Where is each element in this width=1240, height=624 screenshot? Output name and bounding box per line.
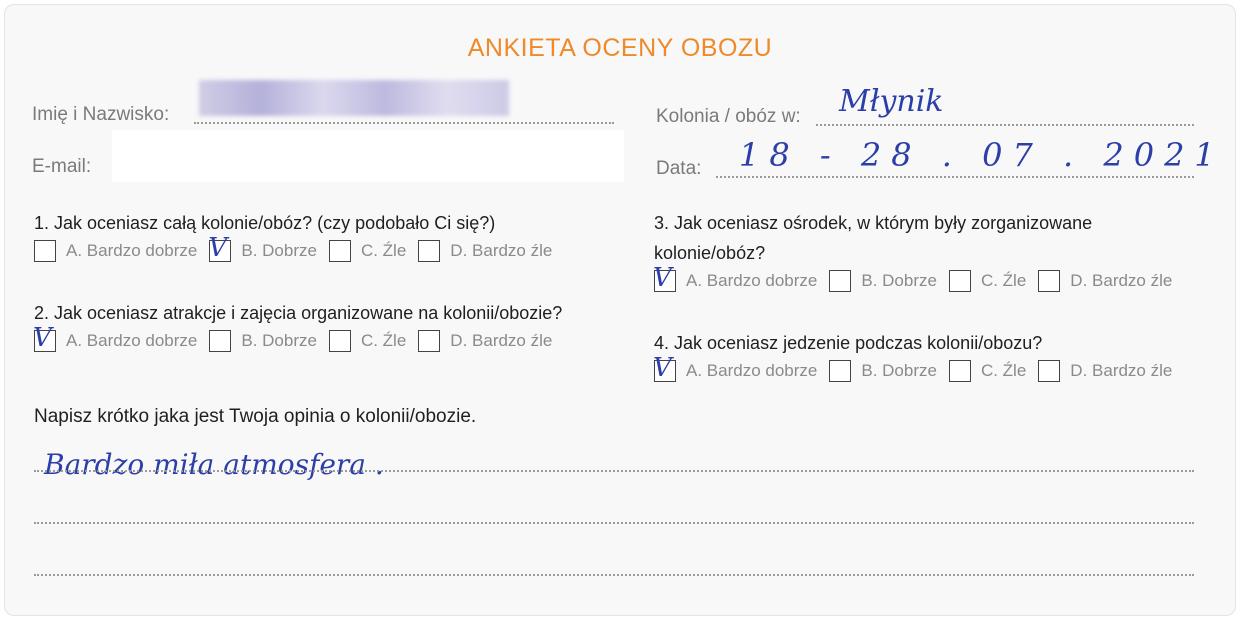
opinion-question: Napisz krótko jaka jest Twoja opinia o kolonii/obozie. bbox=[34, 406, 477, 427]
handwritten-check-icon: V bbox=[33, 323, 52, 353]
date-handwriting: 18 - 28 . 07 . 2021 bbox=[739, 136, 1225, 174]
q4-option-d[interactable]: D. Bardzo źle bbox=[1038, 360, 1172, 382]
email-redaction bbox=[112, 130, 624, 182]
checkbox[interactable] bbox=[829, 270, 851, 292]
name-handwriting-blurred bbox=[199, 80, 509, 116]
checkbox[interactable] bbox=[329, 330, 351, 352]
opinion-line-2 bbox=[34, 522, 1194, 524]
date-label: Data: bbox=[656, 158, 702, 179]
checkbox[interactable] bbox=[34, 240, 56, 262]
opinion-handwriting: Bardzo miła atmosfera . bbox=[44, 448, 384, 481]
survey-card bbox=[4, 4, 1236, 616]
q4-option-c[interactable]: C. Źle bbox=[949, 360, 1026, 382]
survey-title: ANKIETA OCENY OBOZU bbox=[467, 34, 773, 62]
checkbox[interactable] bbox=[418, 240, 440, 262]
camp-label: Kolonia / obóz w: bbox=[656, 106, 801, 127]
q2-option-c[interactable]: C. Źle bbox=[329, 330, 406, 352]
question-1: 1. Jak oceniasz całą kolonie/obóz? (czy podobało Ci się?) bbox=[34, 213, 496, 233]
question-3: 3. Jak oceniasz ośrodek, w którym były zorganizowane kolonie/obóz? bbox=[654, 213, 1093, 263]
name-label: Imię i Nazwisko: bbox=[32, 104, 170, 125]
opinion-line-1 bbox=[34, 470, 1194, 472]
camp-dotted-line bbox=[816, 124, 1194, 126]
q1-option-b[interactable]: V B. Dobrze bbox=[208, 233, 317, 263]
question-3-options bbox=[653, 263, 1184, 293]
q3-option-b[interactable]: B. Dobrze bbox=[829, 270, 937, 292]
question-4-options bbox=[653, 353, 1184, 383]
q1-option-a[interactable]: A. Bardzo dobrze bbox=[34, 240, 197, 262]
handwritten-check-icon: V bbox=[653, 353, 672, 383]
handwritten-check-icon: V bbox=[653, 263, 672, 293]
q2-option-b[interactable]: B. Dobrze bbox=[209, 330, 317, 352]
checkbox[interactable] bbox=[329, 240, 351, 262]
checkbox[interactable] bbox=[1038, 270, 1060, 292]
checkbox-checked[interactable] bbox=[33, 323, 56, 353]
question-4: 4. Jak oceniasz jedzenie podczas kolonii/obozu? bbox=[654, 333, 1043, 353]
q4-option-a[interactable]: V A. Bardzo dobrze bbox=[653, 353, 818, 383]
question-2-options bbox=[33, 323, 564, 353]
checkbox-checked[interactable] bbox=[653, 353, 676, 383]
checkbox[interactable] bbox=[949, 270, 971, 292]
camp-handwriting: Młynik bbox=[839, 84, 944, 119]
checkbox[interactable] bbox=[418, 330, 440, 352]
q2-option-d[interactable]: D. Bardzo źle bbox=[418, 330, 552, 352]
question-2: 2. Jak oceniasz atrakcje i zajęcia organizowane na kolonii/obozie? bbox=[34, 303, 563, 323]
opinion-line-3 bbox=[34, 574, 1194, 576]
q1-option-c[interactable]: C. Źle bbox=[329, 240, 406, 262]
checkbox[interactable] bbox=[949, 360, 971, 382]
q1-option-d[interactable]: D. Bardzo źle bbox=[418, 240, 552, 262]
q2-option-a[interactable]: V A. Bardzo dobrze bbox=[33, 323, 198, 353]
email-label: E-mail: bbox=[32, 156, 92, 177]
checkbox[interactable] bbox=[829, 360, 851, 382]
checkbox-checked[interactable] bbox=[208, 233, 231, 263]
checkbox-checked[interactable] bbox=[653, 263, 676, 293]
checkbox[interactable] bbox=[1038, 360, 1060, 382]
q4-option-b[interactable]: B. Dobrze bbox=[829, 360, 937, 382]
question-1-options bbox=[34, 233, 564, 263]
handwritten-check-icon: V bbox=[208, 233, 228, 263]
q3-option-a[interactable]: V A. Bardzo dobrze bbox=[653, 263, 818, 293]
date-dotted-line bbox=[716, 176, 1194, 178]
checkbox[interactable] bbox=[209, 330, 231, 352]
q3-option-d[interactable]: D. Bardzo źle bbox=[1038, 270, 1172, 292]
q3-option-c[interactable]: C. Źle bbox=[949, 270, 1026, 292]
name-dotted-line bbox=[194, 122, 614, 124]
